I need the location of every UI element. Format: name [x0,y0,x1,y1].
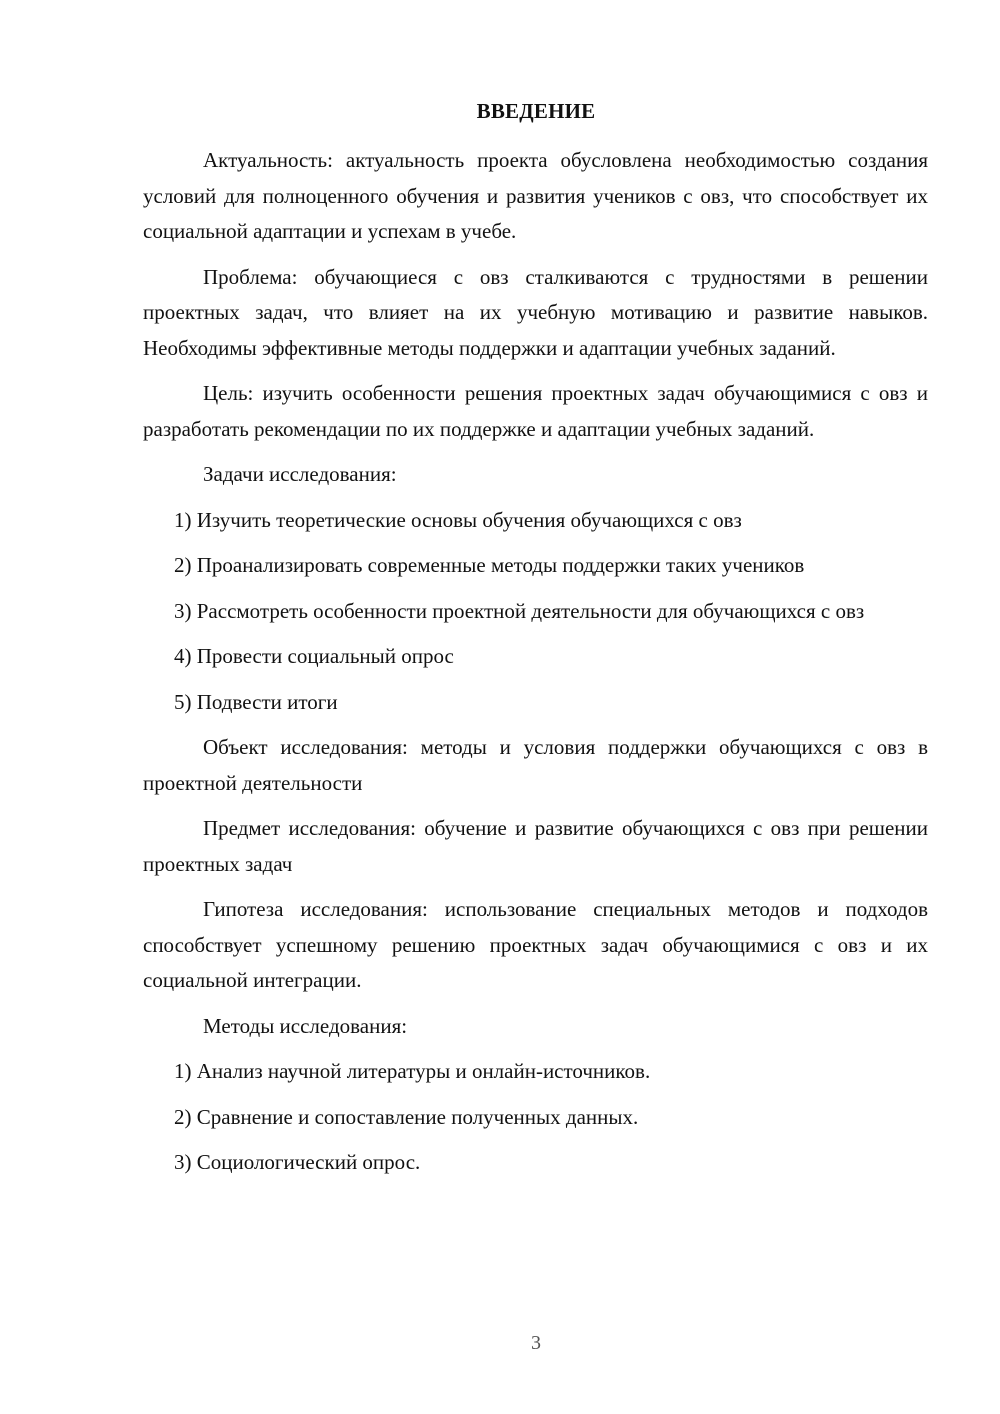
subject-paragraph: Предмет исследования: обучение и развитие обучающихся с овз при решении проектных задач [143,816,928,876]
task-item-3: 3) Рассмотреть особенности проектной деятельности для обучающихся с овз [174,598,865,623]
problem-paragraph: Проблема: обучающиеся с овз сталкиваются с трудностями в решении проектных задач, что влияет на их учебную мотивацию и развитие навыков. Необходимы эффективные методы поддержки и адаптации учебных заданий. [143,264,928,360]
task-item-2: 2) Проанализировать современные методы поддержки таких учеников [174,553,805,577]
hypothesis-paragraph: Гипотеза исследования: использование специальных методов и подходов способствует успешному решению проектных задач обучающимися с овз и их социальной интеграции. [143,897,928,992]
object-paragraph: Объект исследования: методы и условия поддержки обучающихся с овз в проектной деятельности [143,735,928,795]
task-item-1: 1) Изучить теоретические основы обучения обучающихся с овз [174,507,742,532]
page-title: ВВЕДЕНИЕ [476,99,596,123]
relevance-paragraph: Актуальность: актуальность проекта обусловлена необходимостью создания условий для полноценного обучения и развития учеников с овз, что способствует их социальной адаптации и успехам в учебе. [143,148,928,243]
method-item-3: 3) Социологический опрос. [174,1150,421,1174]
task-item-4: 4) Провести социальный опрос [174,644,454,668]
method-item-2: 2) Сравнение и сопоставление полученных данных. [174,1104,639,1129]
methods-heading: Методы исследования: [203,1013,408,1038]
method-item-1: 1) Анализ научной литературы и онлайн-источников. [174,1059,651,1083]
tasks-heading: Задачи исследования: [203,462,397,486]
document-body [143,143,928,1191]
goal-paragraph: Цель: изучить особенности решения проектных задач обучающимися с овз и разработать рекомендации по их поддержке и адаптации учебных заданий. [143,381,928,441]
page-number: 3 [531,1332,541,1354]
task-item-5: 5) Подвести итоги [174,689,338,714]
